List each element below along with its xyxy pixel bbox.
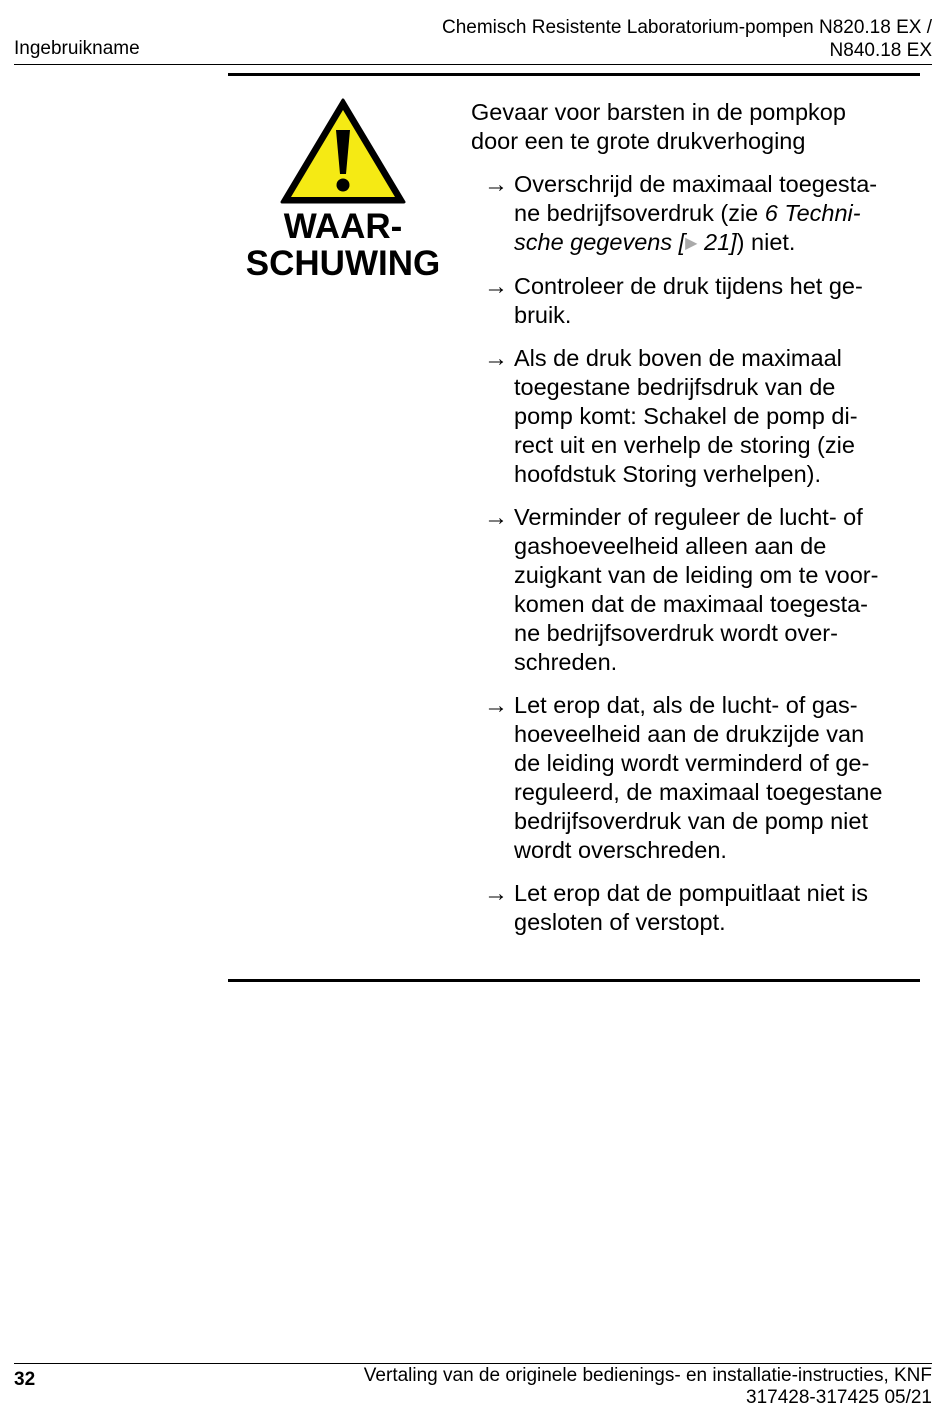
warning-label	[238, 208, 448, 282]
step-line: hoofdstuk Storing verhelpen).	[514, 461, 821, 487]
cross-reference-link[interactable]: sche gegevens [	[514, 229, 686, 255]
step-line: bruik.	[514, 302, 572, 328]
arrow-icon: →	[484, 880, 508, 907]
step-line: pomp komt: Schakel de pomp di-	[514, 403, 858, 429]
footer-line-1: Vertaling van de originele bedienings- en installatie-instructies, KNF	[363, 1365, 932, 1386]
step-line: toegestane bedrijfsdruk van de	[514, 374, 836, 400]
step-line: de leiding wordt verminderd of ge-	[514, 750, 870, 776]
warning-content	[471, 98, 921, 951]
hazard-title	[471, 98, 921, 156]
instruction-step	[471, 344, 921, 489]
step-line: Verminder of reguleer de lucht- of	[514, 504, 863, 530]
footer-line-2: 317428-317425 05/21	[746, 1387, 932, 1408]
step-line: Controleer de druk tijdens het ge-	[514, 273, 863, 299]
step-line: zuigkant van de leiding om te voor-	[514, 562, 879, 588]
step-line: wordt overschreden.	[514, 837, 727, 863]
warning-box-bottom-rule	[228, 979, 920, 982]
instruction-step	[471, 503, 921, 677]
hazard-title-line-1: Gevaar voor barsten in de pompkop	[471, 99, 846, 125]
step-line: ne bedrijfsoverdruk wordt over-	[514, 620, 838, 646]
step-line: Overschrijd de maximaal toegesta-	[514, 171, 878, 197]
step-line: bedrijfsoverdruk van de pomp niet	[514, 808, 869, 834]
arrow-icon: →	[484, 504, 508, 531]
step-text: ) niet.	[736, 229, 796, 255]
document-title-line-1: Chemisch Resistente Laboratorium-pompen N820.18 EX /	[441, 17, 932, 38]
instruction-step	[471, 691, 921, 865]
hazard-title-line-2: door een te grote drukverhoging	[471, 128, 806, 154]
cross-reference-link[interactable]: 6 Techni-	[764, 200, 861, 226]
arrow-icon: →	[484, 171, 508, 198]
step-text: ne bedrijfsoverdruk (zie	[514, 200, 765, 226]
arrow-icon: →	[484, 692, 508, 719]
page-reference[interactable]: 21]	[697, 229, 737, 255]
step-line: komen dat de maximaal toegesta-	[514, 591, 868, 617]
footer-document-info	[232, 1365, 932, 1409]
step-line: reguleerd, de maximaal toegestane	[514, 779, 883, 805]
step-line: hoeveelheid aan de drukzijde van	[514, 721, 865, 747]
step-line	[514, 228, 921, 258]
warning-triangle-icon	[278, 96, 408, 206]
page-number: 32	[14, 1369, 36, 1390]
warning-signal	[238, 96, 448, 282]
arrow-icon: →	[484, 273, 508, 300]
document-title	[372, 16, 932, 62]
warning-label-line-1: WAAR-	[283, 207, 403, 246]
step-line: Let erop dat de pompuitlaat niet is	[514, 880, 869, 906]
step-line: gesloten of verstopt.	[514, 909, 726, 935]
step-line: rect uit en verhelp de storing (zie	[514, 432, 855, 458]
footer-divider	[14, 1363, 932, 1364]
page-reference-icon: ▶	[685, 235, 698, 252]
warning-label-line-2: SCHUWING	[245, 244, 441, 283]
step-line: Als de druk boven de maximaal	[514, 345, 842, 371]
instruction-list	[471, 170, 921, 937]
warning-box-top-rule	[228, 73, 920, 76]
step-line: gashoeveelheid alleen aan de	[514, 533, 827, 559]
step-line	[514, 199, 921, 228]
instruction-step	[471, 272, 921, 330]
section-title: Ingebruikname	[14, 38, 140, 59]
document-title-line-2: N840.18 EX	[829, 40, 932, 61]
arrow-icon: →	[484, 345, 508, 372]
step-line: Let erop dat, als de lucht- of gas-	[514, 692, 858, 718]
header-divider	[14, 64, 932, 65]
instruction-step	[471, 879, 921, 937]
instruction-step	[471, 170, 921, 258]
step-line: schreden.	[514, 649, 618, 675]
